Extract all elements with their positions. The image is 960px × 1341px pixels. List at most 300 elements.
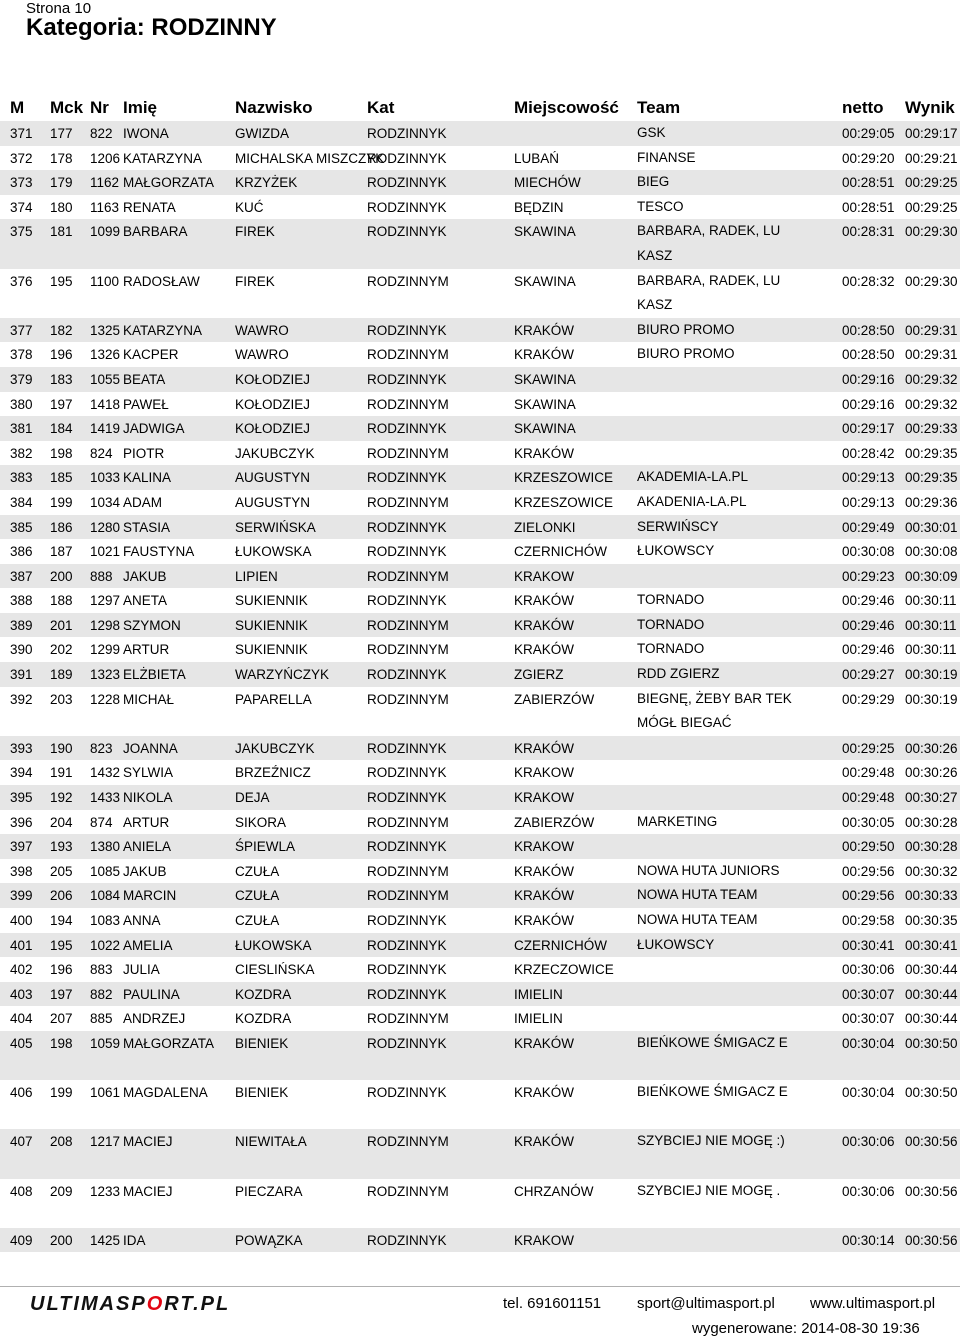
cell-m: 409 — [10, 1232, 33, 1248]
cell-nazwisko: JAKUBCZYK — [235, 445, 315, 461]
cell-kat: RODZINNYM — [367, 396, 449, 412]
cell-team: AKADENIA-LA.PL — [637, 493, 747, 509]
cell-nazwisko: FIREK — [235, 273, 275, 289]
cell-nr: 874 — [90, 814, 113, 830]
cell-imie: PAULINA — [123, 986, 180, 1002]
header-nr: Nr — [90, 98, 109, 117]
cell-mck: 190 — [50, 740, 73, 756]
cell-mck: 200 — [50, 1232, 73, 1248]
cell-netto: 00:28:31 — [842, 224, 895, 240]
footer-email[interactable]: sport@ultimasport.pl — [637, 1295, 775, 1312]
cell-m: 393 — [10, 740, 33, 756]
cell-team: NOWA HUTA TEAM — [637, 912, 758, 927]
cell-netto: 00:30:14 — [842, 1232, 895, 1248]
cell-kat: RODZINNYK — [367, 667, 447, 683]
cell-mck: 203 — [50, 691, 73, 707]
cell-nazwisko: BIENIEK — [235, 1035, 289, 1051]
cell-netto: 00:30:08 — [842, 544, 895, 560]
cell-mck: 177 — [50, 126, 73, 141]
cell-wynik: 00:30:56 — [905, 1134, 958, 1150]
cell-mck: 179 — [50, 175, 73, 191]
cell-m: 376 — [10, 273, 33, 289]
cell-m: 384 — [10, 494, 33, 510]
cell-nr: 1418 — [90, 396, 121, 412]
cell-kat: RODZINNYK — [367, 544, 447, 560]
cell-miejscowosc: KRAKOW — [514, 839, 575, 855]
cell-miejscowosc: SKAWINA — [514, 224, 576, 240]
cell-nazwisko: KOŁODZIEJ — [235, 371, 311, 387]
cell-imie: AMELIA — [123, 937, 173, 953]
cell-netto: 00:29:13 — [842, 494, 895, 510]
cell-netto: 00:29:05 — [842, 126, 895, 141]
cell-nazwisko: NIEWITAŁA — [235, 1134, 307, 1150]
table-row — [0, 933, 960, 958]
cell-mck: 198 — [50, 1035, 73, 1051]
cell-nr: 1085 — [90, 863, 121, 879]
cell-m: 401 — [10, 937, 33, 953]
cell-kat: RODZINNYK — [367, 913, 447, 928]
logo-text-right: RT.PL — [164, 1293, 231, 1315]
cell-imie: JULIA — [123, 962, 160, 978]
cell-kat: RODZINNYK — [367, 962, 447, 978]
cell-wynik: 00:30:01 — [905, 519, 958, 535]
cell-imie: MAGDALENA — [123, 1085, 208, 1101]
cell-wynik: 00:29:33 — [905, 421, 958, 437]
cell-imie: BARBARA — [123, 224, 188, 240]
cell-nr: 1433 — [90, 790, 121, 806]
cell-imie: MACIEJ — [123, 1134, 173, 1150]
cell-imie: STASIA — [123, 519, 171, 535]
cell-nr: 1323 — [90, 667, 121, 683]
cell-team: BIURO PROMO — [637, 346, 735, 362]
cell-team: TORNADO — [637, 616, 705, 632]
cell-team: NOWA HUTA TEAM — [637, 887, 758, 903]
cell-m: 377 — [10, 322, 33, 338]
cell-m: 382 — [10, 445, 33, 461]
cell-nr: 885 — [90, 1011, 113, 1027]
cell-nazwisko: JAKUBCZYK — [235, 740, 315, 756]
cell-nazwisko: GWIZDA — [235, 126, 289, 141]
cell-kat: RODZINNYK — [367, 322, 447, 338]
table-row — [0, 1031, 960, 1080]
cell-wynik: 00:30:28 — [905, 814, 958, 830]
table-row — [0, 318, 960, 343]
cell-kat: RODZINNYK — [367, 371, 447, 387]
cell-kat: RODZINNYM — [367, 273, 449, 289]
table-row — [0, 515, 960, 540]
cell-mck: 189 — [50, 667, 73, 683]
cell-wynik: 00:30:08 — [905, 544, 958, 560]
cell-mck: 207 — [50, 1011, 73, 1027]
cell-team: TORNADO — [637, 592, 705, 608]
cell-imie: ANDRZEJ — [123, 1011, 186, 1027]
cell-netto: 00:29:29 — [842, 691, 895, 707]
cell-miejscowosc: KRZESZOWICE — [514, 494, 614, 510]
cell-netto: 00:30:41 — [842, 937, 895, 953]
cell-mck: 199 — [50, 494, 73, 510]
cell-m: 397 — [10, 839, 33, 855]
cell-netto: 00:29:48 — [842, 790, 895, 806]
cell-nazwisko: DEJA — [235, 790, 270, 806]
cell-imie: KALINA — [123, 470, 172, 486]
cell-nr: 1432 — [90, 765, 121, 781]
cell-imie: ELŻBIETA — [123, 667, 186, 683]
cell-nr: 1217 — [90, 1134, 121, 1150]
cell-nazwisko: MICHALSKA MISZCZYK — [235, 150, 385, 166]
cell-kat: RODZINNYM — [367, 445, 449, 461]
cell-imie: MARCIN — [123, 888, 177, 904]
cell-nazwisko: KOŁODZIEJ — [235, 396, 311, 412]
cell-kat: RODZINNYM — [367, 568, 449, 584]
header-imie: Imię — [123, 98, 158, 117]
cell-netto: 00:29:20 — [842, 150, 895, 166]
cell-wynik: 00:30:44 — [905, 1011, 958, 1027]
cell-miejscowosc: KRAKÓW — [514, 913, 575, 928]
cell-m: 396 — [10, 814, 33, 830]
cell-nr: 882 — [90, 986, 113, 1002]
cell-nr: 1162 — [90, 175, 120, 191]
cell-team: BARBARA, RADEK, LU KASZ — [637, 272, 781, 313]
cell-imie: SZYMON — [123, 617, 181, 633]
cell-miejscowosc: KRAKOW — [514, 568, 575, 584]
cell-m: 374 — [10, 199, 33, 215]
cell-m: 403 — [10, 986, 33, 1002]
cell-team: SZYBCIEJ NIE MOGĘ :) — [637, 1133, 785, 1149]
cell-netto: 00:29:27 — [842, 667, 895, 683]
cell-wynik: 00:29:31 — [905, 322, 958, 338]
cell-kat: RODZINNYM — [367, 1134, 449, 1150]
cell-nazwisko: BRZEŹNICZ — [235, 765, 311, 781]
cell-m: 404 — [10, 1011, 33, 1027]
cell-imie: KATARZYNA — [123, 322, 203, 338]
cell-kat: RODZINNYK — [367, 986, 447, 1002]
cell-kat: RODZINNYM — [367, 691, 449, 707]
cell-nr: 1325 — [90, 322, 121, 338]
table-row — [0, 269, 960, 318]
cell-mck: 178 — [50, 150, 73, 166]
cell-imie: JADWIGA — [123, 421, 185, 437]
cell-miejscowosc: ZABIERZÓW — [514, 814, 595, 830]
cell-miejscowosc: KRAKÓW — [514, 617, 575, 633]
cell-imie: IWONA — [123, 126, 169, 141]
cell-wynik: 00:30:09 — [905, 568, 958, 584]
cell-miejscowosc: KRAKÓW — [514, 888, 575, 904]
cell-mck: 193 — [50, 839, 73, 855]
cell-m: 380 — [10, 396, 33, 412]
cell-nazwisko: POWĄZKA — [235, 1232, 303, 1248]
cell-wynik: 00:29:25 — [905, 175, 958, 191]
table-row — [0, 957, 960, 982]
cell-nr: 824 — [90, 445, 113, 461]
table-row — [0, 982, 960, 1007]
table-row — [0, 687, 960, 736]
cell-nazwisko: ŚPIEWLA — [235, 839, 296, 855]
cell-wynik: 00:30:41 — [905, 937, 958, 953]
cell-team: AKADEMIA-LA.PL — [637, 469, 749, 485]
cell-nazwisko: AUGUSTYN — [235, 494, 311, 510]
cell-m: 371 — [10, 126, 33, 141]
cell-netto: 00:29:25 — [842, 740, 895, 756]
cell-nr: 1059 — [90, 1035, 121, 1051]
logo-text-left: ULTIMASP — [30, 1293, 147, 1315]
cell-wynik: 00:30:28 — [905, 839, 958, 855]
cell-wynik: 00:30:56 — [905, 1183, 958, 1199]
table-row — [0, 637, 960, 662]
cell-mck: 184 — [50, 421, 73, 437]
table-header — [0, 98, 960, 120]
cell-miejscowosc: SKAWINA — [514, 273, 576, 289]
cell-kat: RODZINNYK — [367, 740, 447, 756]
cell-nr: 1061 — [90, 1085, 121, 1101]
cell-netto: 00:29:49 — [842, 519, 895, 535]
cell-netto: 00:30:05 — [842, 814, 895, 830]
cell-m: 378 — [10, 347, 33, 363]
cell-team: BIEGNĘ, ŻEBY BAR TEK MÓGŁ BIEGAĆ — [637, 690, 792, 731]
table-row — [0, 588, 960, 613]
cell-wynik: 00:30:50 — [905, 1085, 958, 1101]
table-row — [0, 736, 960, 761]
table-row — [0, 834, 960, 859]
cell-mck: 192 — [50, 790, 73, 806]
cell-mck: 195 — [50, 273, 73, 289]
cell-miejscowosc: KRAKÓW — [514, 445, 575, 461]
header-wynik: Wynik — [905, 98, 955, 117]
table-row — [0, 195, 960, 220]
table-row — [0, 760, 960, 785]
cell-mck: 181 — [50, 224, 73, 240]
cell-imie: JOANNA — [123, 740, 178, 756]
cell-mck: 196 — [50, 347, 73, 363]
cell-imie: BEATA — [123, 371, 166, 387]
cell-imie: PIOTR — [123, 445, 165, 461]
cell-nazwisko: KRZYŻEK — [235, 175, 298, 191]
cell-wynik: 00:29:36 — [905, 494, 958, 510]
cell-netto: 00:28:51 — [842, 175, 895, 191]
cell-kat: RODZINNYM — [367, 347, 449, 363]
cell-nazwisko: CZUŁA — [235, 913, 280, 928]
cell-miejscowosc: KRZESZOWICE — [514, 470, 614, 486]
cell-nazwisko: AUGUSTYN — [235, 470, 311, 486]
cell-miejscowosc: KRAKÓW — [514, 863, 575, 879]
cell-imie: PAWEŁ — [123, 396, 169, 412]
cell-mck: 194 — [50, 913, 73, 928]
cell-imie: KACPER — [123, 347, 179, 363]
header-nazwisko: Nazwisko — [235, 98, 313, 117]
table-row — [0, 1228, 960, 1253]
cell-kat: RODZINNYK — [367, 1035, 447, 1051]
cell-imie: NIKOLA — [123, 790, 173, 806]
cell-nazwisko: KUĆ — [235, 199, 264, 215]
cell-nr: 1084 — [90, 888, 121, 904]
cell-mck: 180 — [50, 199, 73, 215]
cell-nr: 1033 — [90, 470, 121, 486]
cell-miejscowosc: KRAKÓW — [514, 740, 575, 756]
cell-mck: 202 — [50, 642, 73, 658]
cell-nazwisko: ŁUKOWSKA — [235, 937, 312, 953]
cell-team: BIURO PROMO — [637, 321, 735, 337]
cell-nazwisko: ŁUKOWSKA — [235, 544, 312, 560]
cell-wynik: 00:30:44 — [905, 962, 958, 978]
cell-imie: ARTUR — [123, 642, 170, 658]
cell-netto: 00:29:13 — [842, 470, 895, 486]
cell-wynik: 00:30:33 — [905, 888, 958, 904]
cell-miejscowosc: KRAKOW — [514, 1232, 575, 1248]
cell-team: ŁUKOWSCY — [637, 543, 715, 559]
cell-m: 392 — [10, 691, 33, 707]
cell-m: 375 — [10, 224, 33, 240]
cell-mck: 209 — [50, 1183, 73, 1199]
table-row — [0, 416, 960, 441]
cell-m: 391 — [10, 667, 33, 683]
cell-m: 408 — [10, 1183, 33, 1199]
cell-nazwisko: LIPIEN — [235, 568, 278, 584]
table-row — [0, 441, 960, 466]
cell-nr: 1099 — [90, 224, 121, 240]
cell-netto: 00:29:16 — [842, 396, 895, 412]
cell-wynik: 00:30:26 — [905, 765, 958, 781]
cell-netto: 00:30:06 — [842, 1134, 895, 1150]
cell-wynik: 00:30:44 — [905, 986, 958, 1002]
cell-miejscowosc: ZABIERZÓW — [514, 691, 595, 707]
cell-kat: RODZINNYM — [367, 863, 449, 879]
cell-miejscowosc: CZERNICHÓW — [514, 544, 607, 560]
cell-miejscowosc: IMIELIN — [514, 1011, 563, 1027]
cell-miejscowosc: ZIELONKI — [514, 519, 576, 535]
cell-kat: RODZINNYM — [367, 642, 449, 658]
cell-team: FINANSE — [637, 149, 696, 165]
cell-netto: 00:29:17 — [842, 421, 895, 437]
cell-mck: 198 — [50, 445, 73, 461]
cell-m: 387 — [10, 568, 33, 584]
table-row — [0, 170, 960, 195]
table-row — [0, 785, 960, 810]
cell-miejscowosc: CHRZANÓW — [514, 1183, 594, 1199]
cell-m: 390 — [10, 642, 33, 658]
cell-mck: 197 — [50, 396, 73, 412]
cell-miejscowosc: CZERNICHÓW — [514, 937, 607, 953]
cell-mck: 188 — [50, 593, 73, 609]
cell-miejscowosc: ZGIERZ — [514, 667, 564, 683]
cell-wynik: 00:29:21 — [905, 150, 958, 166]
footer-phone: tel. 691601151 — [503, 1295, 602, 1312]
cell-netto: 00:28:51 — [842, 199, 895, 215]
cell-miejscowosc: BĘDZIN — [514, 199, 564, 215]
cell-mck: 205 — [50, 863, 73, 879]
footer-divider — [0, 1286, 960, 1287]
cell-nazwisko: KOŁODZIEJ — [235, 421, 311, 437]
cell-m: 383 — [10, 470, 33, 486]
cell-imie: IDA — [123, 1232, 146, 1248]
cell-wynik: 00:30:56 — [905, 1232, 958, 1248]
footer-website[interactable]: www.ultimasport.pl — [810, 1295, 936, 1312]
cell-imie: KATARZYNA — [123, 150, 203, 166]
cell-imie: ANIELA — [123, 839, 172, 855]
cell-nazwisko: KOZDRA — [235, 1011, 292, 1027]
cell-netto: 00:29:46 — [842, 642, 895, 658]
cell-mck: 183 — [50, 371, 73, 387]
cell-team: MARKETING — [637, 813, 718, 829]
cell-kat: RODZINNYK — [367, 126, 447, 141]
cell-kat: RODZINNYK — [367, 937, 447, 953]
cell-team: BIEŃKOWE ŚMIGACZ E — [637, 1084, 788, 1100]
cell-kat: RODZINNYK — [367, 839, 447, 855]
cell-kat: RODZINNYK — [367, 519, 447, 535]
cell-nazwisko: WAWRO — [235, 322, 289, 338]
cell-wynik: 00:29:31 — [905, 347, 958, 363]
cell-nazwisko: SUKIENNIK — [235, 593, 308, 609]
page-number: Strona 10 — [26, 0, 92, 17]
cell-nr: 1022 — [90, 937, 121, 953]
cell-nazwisko: PAPARELLA — [235, 691, 312, 707]
cell-m: 386 — [10, 544, 33, 560]
cell-imie: MAŁGORZATA — [123, 175, 215, 191]
cell-imie: ARTUR — [123, 814, 170, 830]
cell-imie: SYLWIA — [123, 765, 174, 781]
cell-netto: 00:29:56 — [842, 888, 895, 904]
cell-wynik: 00:29:30 — [905, 224, 958, 240]
cell-imie: RADOSŁAW — [123, 273, 200, 289]
cell-wynik: 00:29:35 — [905, 470, 958, 486]
cell-miejscowosc: KRAKÓW — [514, 347, 575, 363]
cell-kat: RODZINNYM — [367, 494, 449, 510]
cell-mck: 201 — [50, 617, 73, 633]
cell-m: 381 — [10, 421, 33, 437]
cell-nazwisko: PIECZARA — [235, 1183, 303, 1199]
cell-wynik: 00:30:11 — [905, 617, 957, 633]
table-row — [0, 613, 960, 638]
cell-imie: MICHAŁ — [123, 691, 175, 707]
cell-team: BIEŃKOWE ŚMIGACZ E — [637, 1034, 788, 1050]
category-title: Kategoria: RODZINNY — [26, 14, 277, 41]
results-table — [0, 121, 960, 1252]
cell-nr: 1297 — [90, 593, 121, 609]
cell-wynik: 00:29:30 — [905, 273, 958, 289]
cell-mck: 200 — [50, 568, 73, 584]
cell-miejscowosc: KRAKÓW — [514, 1134, 575, 1150]
cell-kat: RODZINNYM — [367, 1183, 449, 1199]
cell-nr: 1163 — [90, 199, 120, 215]
cell-nr: 1419 — [90, 421, 121, 437]
cell-team: BARBARA, RADEK, LU KASZ — [637, 223, 781, 263]
cell-mck: 197 — [50, 986, 73, 1002]
cell-m: 407 — [10, 1134, 33, 1150]
cell-nazwisko: WAWRO — [235, 347, 289, 363]
cell-nr: 1233 — [90, 1183, 121, 1199]
cell-nazwisko: BIENIEK — [235, 1085, 289, 1101]
logo-o-icon: O — [146, 1293, 165, 1315]
cell-netto: 00:29:58 — [842, 913, 895, 928]
table-row — [0, 465, 960, 490]
cell-netto: 00:28:32 — [842, 273, 895, 289]
cell-mck: 208 — [50, 1134, 73, 1150]
cell-nr: 1380 — [90, 839, 121, 855]
table-row — [0, 490, 960, 515]
cell-nazwisko: SERWIŃSKA — [235, 519, 316, 535]
table-row — [0, 883, 960, 908]
cell-kat: RODZINNYK — [367, 765, 447, 781]
cell-netto: 00:29:56 — [842, 863, 895, 879]
cell-team: SZYBCIEJ NIE MOGĘ . — [637, 1182, 781, 1198]
cell-netto: 00:29:46 — [842, 593, 895, 609]
cell-mck: 204 — [50, 814, 73, 830]
cell-kat: RODZINNYK — [367, 224, 447, 240]
cell-mck: 186 — [50, 519, 73, 535]
cell-m: 398 — [10, 863, 33, 879]
cell-miejscowosc: IMIELIN — [514, 986, 563, 1002]
cell-nr: 883 — [90, 962, 113, 978]
cell-nazwisko: SUKIENNIK — [235, 642, 308, 658]
table-row — [0, 539, 960, 564]
